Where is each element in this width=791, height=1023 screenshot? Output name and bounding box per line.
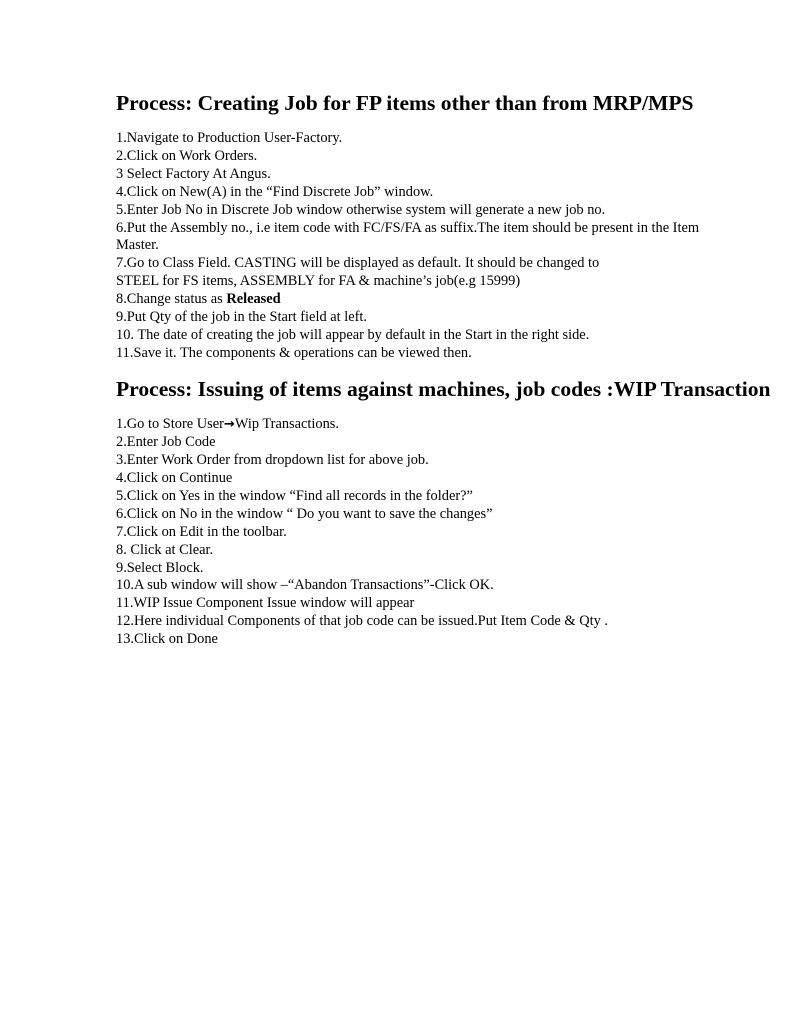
status-released: Released: [226, 291, 281, 308]
step-text: 1.Go to Store User: [116, 416, 224, 433]
step-item: 5.Enter Job No in Discrete Job window otherwise system will generate a new job no.: [116, 201, 606, 218]
step-item: 11.WIP Issue Component Issue window will appear: [116, 595, 415, 612]
section-heading: Process: Issuing of items against machines, job codes :WIP Transaction: [116, 376, 771, 401]
step-item: 6.Click on No in the window “ Do you want to save the changes”: [116, 505, 493, 522]
step-item: 13.Click on Done: [116, 631, 218, 648]
step-text: 8.Change status as: [116, 291, 227, 308]
step-item: 11.Save it. The components & operations can be viewed then.: [116, 344, 472, 361]
step-item: 8. Click at Clear.: [116, 541, 214, 558]
document-page: [116, 91, 771, 649]
step-list: [116, 416, 716, 649]
step-item: [116, 291, 716, 309]
step-item: 3.Enter Work Order from dropdown list for above job.: [116, 452, 429, 469]
step-item: 10.A sub window will show –“Abandon Transactions”-Click OK.: [116, 577, 494, 594]
step-item: 2.Enter Job Code: [116, 434, 216, 451]
step-list: [116, 130, 716, 363]
step-item: 4.Click on Continue: [116, 470, 233, 486]
step-item: 9.Select Block.: [116, 559, 204, 576]
step-text: Wip Transactions.: [234, 416, 339, 433]
arrow-right-icon: →: [223, 417, 235, 433]
section-creating-job: [116, 91, 716, 363]
section-heading: Process: Creating Job for FP items other than from MRP/MPS: [116, 91, 694, 115]
step-item: 5.Click on Yes in the window “Find all records in the folder?”: [116, 487, 473, 504]
step-item: 7.Go to Class Field. CASTING will be displayed as default. It should be changed to STEEL for FS items, ASSEMBLY for FA & machine’s job(e.g 15999): [116, 255, 600, 290]
step-item: 7.Click on Edit in the toolbar.: [116, 523, 287, 540]
step-item: 3 Select Factory At Angus.: [116, 165, 271, 182]
step-item: 2.Click on Work Orders.: [116, 147, 258, 164]
step-item: 4.Click on New(A) in the “Find Discrete Job” window.: [116, 183, 434, 200]
step-item: 6.Put the Assembly no., i.e item code with FC/FS/FA as suffix.The item should be present in the Item Master.: [116, 219, 700, 254]
section-wip-transaction: [116, 376, 771, 649]
step-item: 10. The date of creating the job will appear by default in the Start in the right side.: [116, 326, 590, 343]
step-item: [116, 416, 716, 434]
step-item: 9.Put Qty of the job in the Start field at left.: [116, 309, 367, 326]
step-item: 1.Navigate to Production User-Factory.: [116, 130, 343, 146]
step-item: 12.Here individual Components of that job code can be issued.Put Item Code & Qty .: [116, 613, 608, 630]
